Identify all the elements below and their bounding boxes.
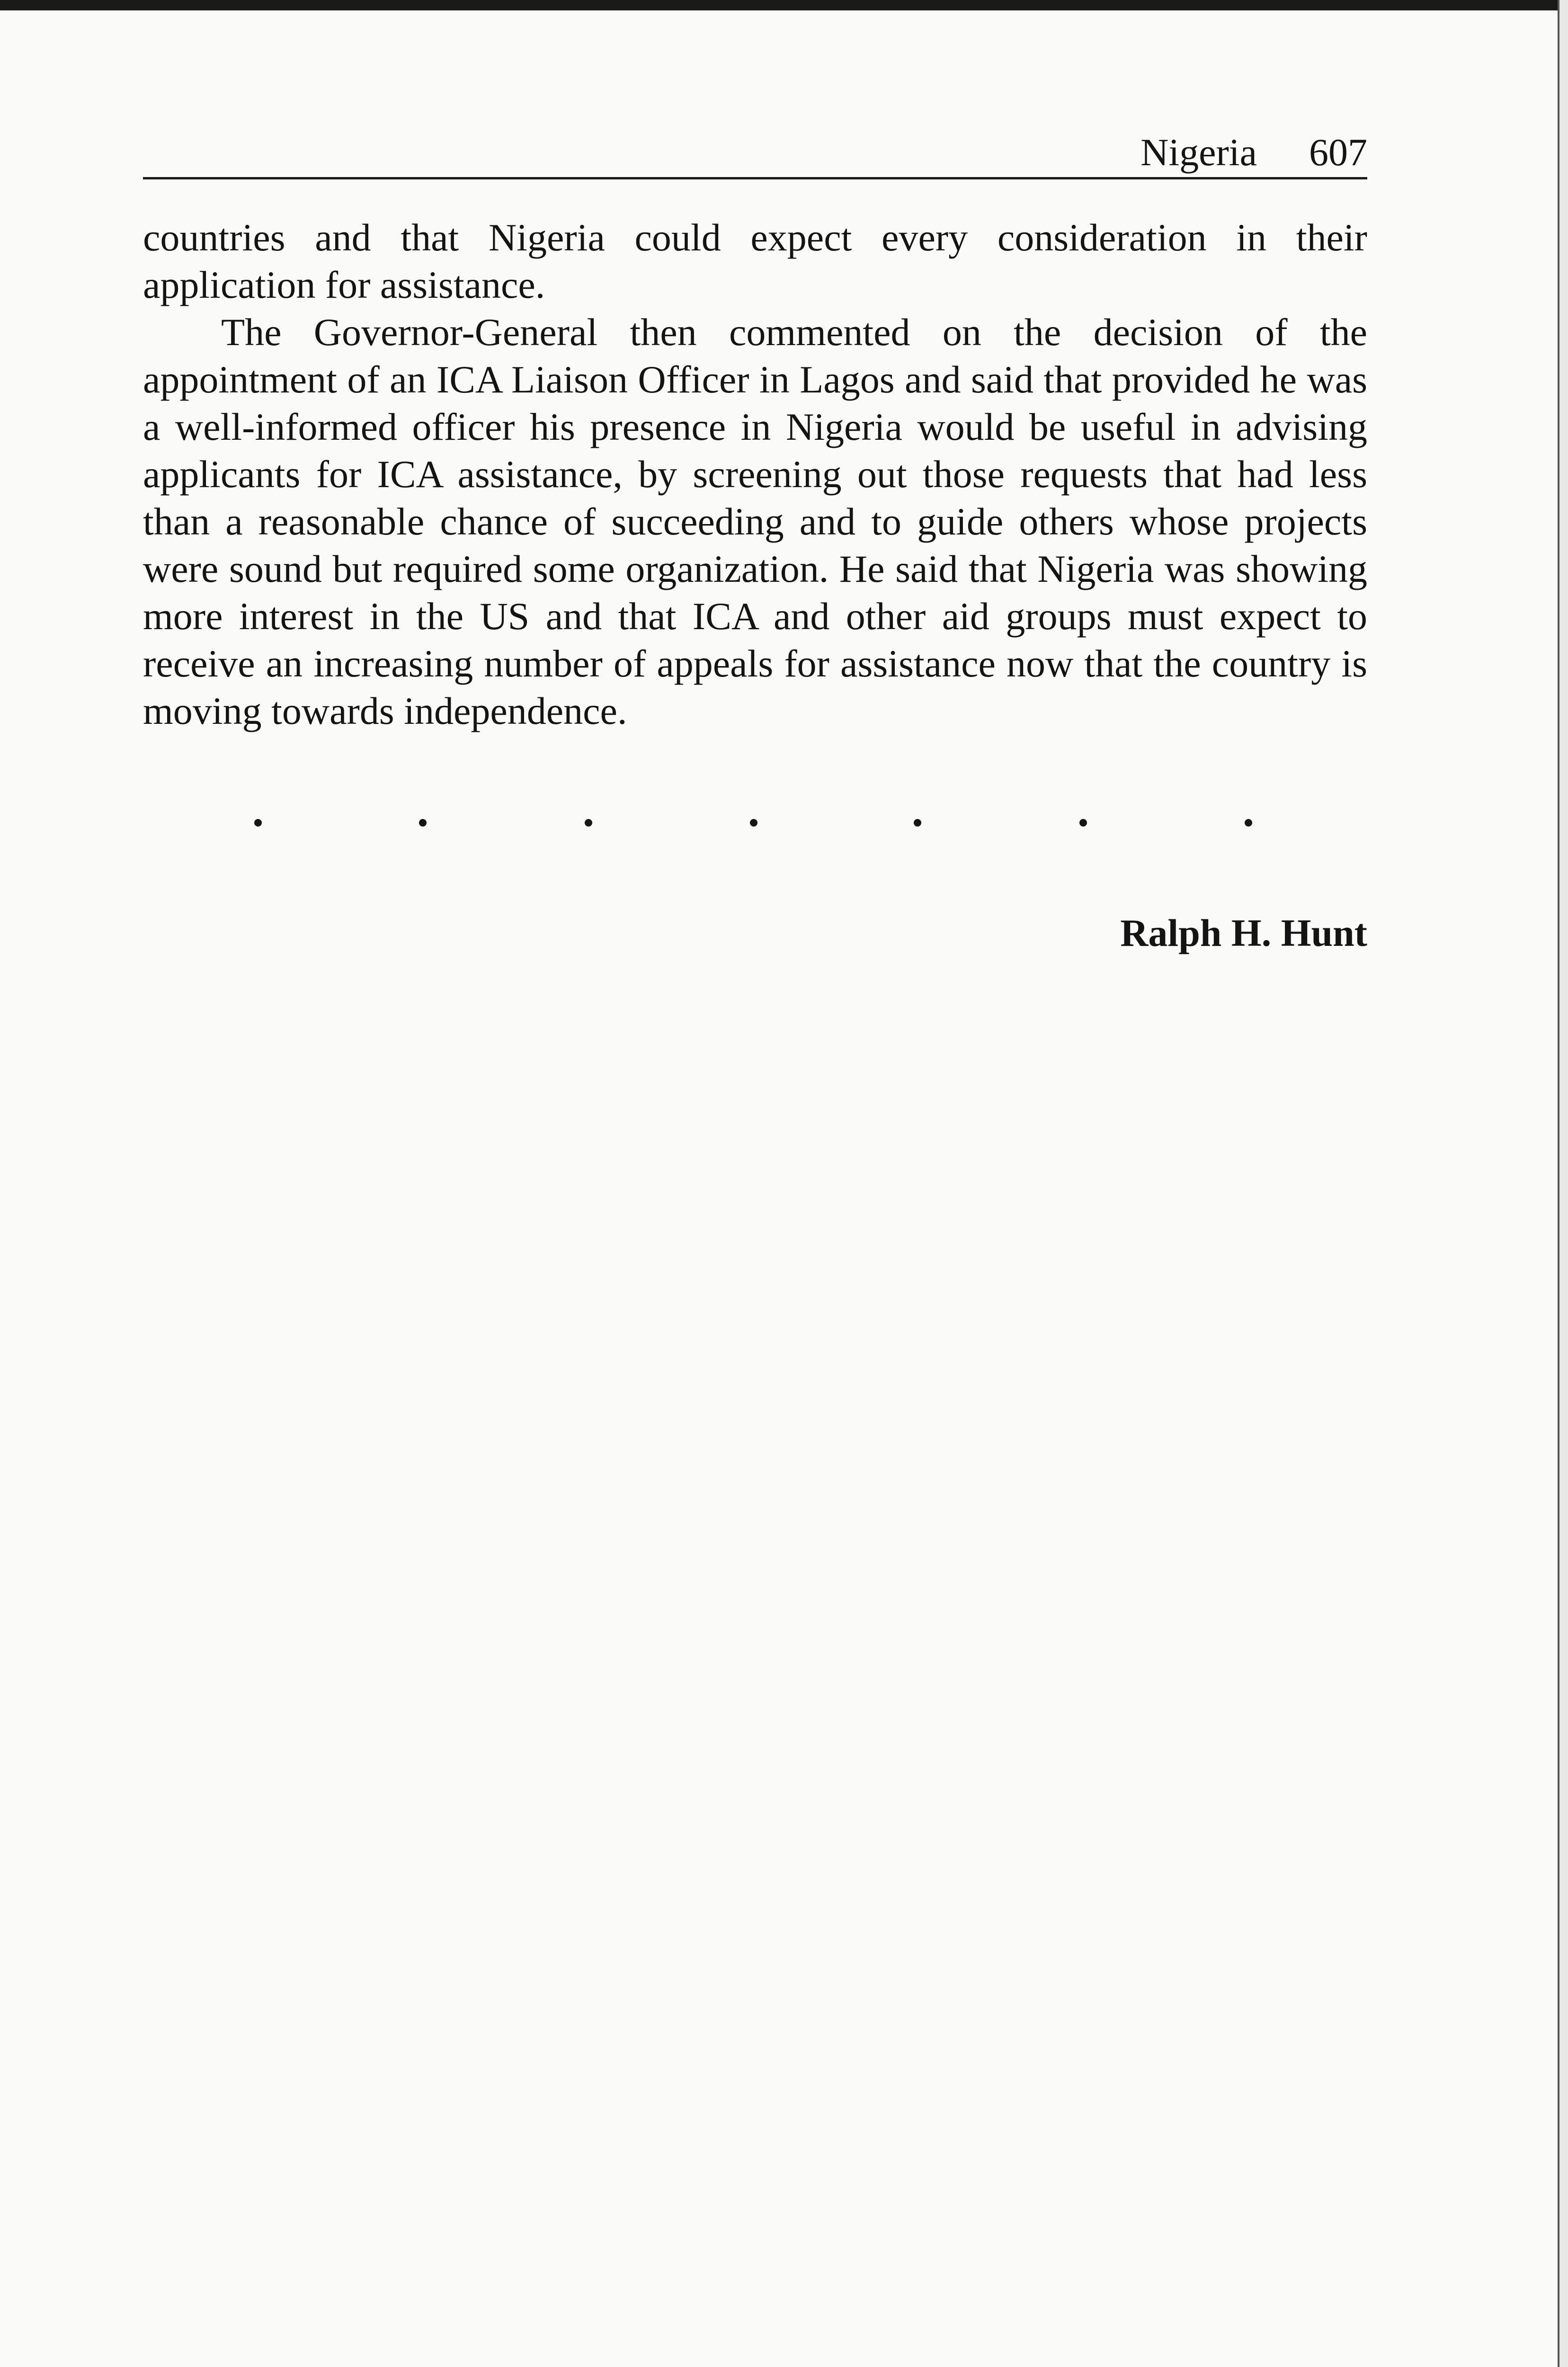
paragraph-governor-general: The Governor-General then commented on the decision of the appointment of an ICA Liaison Officer in Lagos and said that provided he was a well-informed officer his presence in Nigeria would be useful in advising applicants for ICA assistance, by screening out those requests that had less than a reasonable chance of succeeding and to guide others whose projects were sound but required some organization. He said that Nigeria was showing more interest in the US and that ICA and other aid groups must expect to receive an increasing number of appeals for assistance now that the country is moving towards independence.	[143, 311, 1367, 732]
page-outer-margin	[1559, 0, 1568, 2367]
signature: Ralph H. Hunt	[1120, 911, 1367, 954]
ellipsis-dot	[750, 819, 757, 827]
document-body	[143, 214, 1367, 735]
ellipsis-dot	[914, 819, 921, 827]
page-number: 607	[1309, 131, 1367, 174]
omission-ellipsis	[0, 819, 1568, 847]
ellipsis-dot	[585, 819, 592, 827]
ellipsis-dot	[419, 819, 427, 827]
header-text	[1140, 128, 1367, 177]
running-header	[143, 128, 1367, 179]
ellipsis-dot	[1245, 819, 1252, 827]
paragraph-continuation: countries and that Nigeria could expect every consideration in their application for assistance.	[143, 216, 1367, 306]
ellipsis-dot	[1079, 819, 1087, 827]
ellipsis-dot	[254, 819, 262, 827]
running-title: Nigeria	[1140, 131, 1257, 174]
page-top-edge	[0, 0, 1568, 10]
